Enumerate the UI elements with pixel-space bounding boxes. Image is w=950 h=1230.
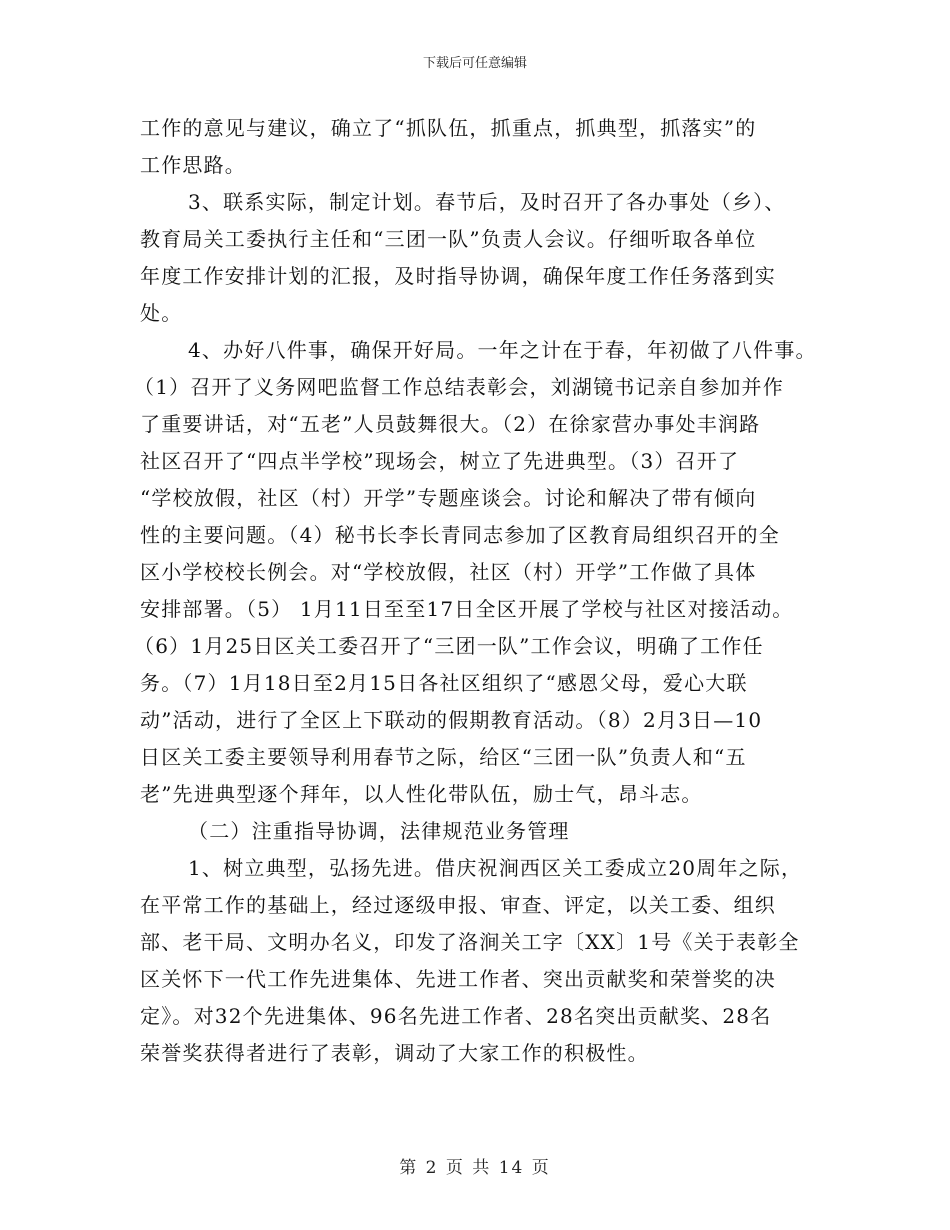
text-line: 工作的意见与建议，确立了“抓队伍，抓重点，抓典型，抓落实”的 [140,116,757,140]
text-line: 处。 [140,301,183,325]
text-line: 3、联系实际，制定计划。春节后，及时召开了各办事处（乡）、 [188,190,786,214]
text-line: “学校放假，社区（村）开学”专题座谈会。讨论和解决了带有倾向 [140,486,757,510]
text-line: 部、老干局、文明办名义，印发了洛涧关工字〔XX〕1号《关于表彰全 [140,930,800,954]
text-line: 动”活动，进行了全区上下联动的假期教育活动。（8）2月3日—10 [140,708,763,732]
text-line: 了重要讲话，对“五老”人员鼓舞很大。（2）在徐家营办事处丰润路 [140,412,761,436]
text-line: 教育局关工委执行主任和“三团一队”负责人会议。仔细听取各单位 [140,227,757,251]
text-line: 4、办好八件事，确保开好局。一年之计在于春，年初做了八件事。 [188,338,817,362]
text-line: 工作思路。 [140,153,246,177]
text-line: 性的主要问题。（4）秘书长李长青同志参加了区教育局组织召开的全 [140,523,780,547]
text-line: 务。（7）1月18日至2月15日各社区组织了“感恩父母，爱心大联 [140,671,748,695]
text-line: 年度工作安排计划的汇报，及时指导协调，确保年度工作任务落到实 [140,264,776,288]
text-line: 社区召开了“四点半学校”现场会，树立了先进典型。（3）召开了 [140,449,740,473]
text-line: 老”先进典型逐个拜年，以人性化带队伍，励士气，昂斗志。 [140,782,703,806]
text-line: （二）注重指导协调，法律规范业务管理 [188,819,570,843]
page-header: 下载后可任意编辑 [422,56,527,71]
text-line: （6）1月25日区关工委召开了“三团一队”工作会议，明确了工作任 [134,634,764,658]
page-footer: 第 2 页 共 14 页 [399,1158,551,1178]
text-line: 区小学校校长例会。对“学校放假，社区（村）开学”工作做了具体 [140,560,757,584]
text-line: 1、树立典型，弘扬先进。借庆祝涧西区关工委成立20周年之际， [188,856,803,880]
text-line: 荣誉奖获得者进行了表彰，调动了大家工作的积极性。 [140,1041,649,1065]
text-line: 日区关工委主要领导利用春节之际，给区“三团一队”负责人和“五 [140,745,747,769]
text-line: 定》。对32个先进集体、96名先进工作者、28名突出贡献奖、28名 [140,1004,772,1028]
text-line: （1）召开了义务网吧监督工作总结表彰会，刘湖镜书记亲自参加并作 [134,375,784,399]
text-line: 区关怀下一代工作先进集体、先进工作者、突出贡献奖和荣誉奖的决 [140,967,776,991]
text-line: 安排部署。（5） 1月11日至至17日全区开展了学校与社区对接活动。 [140,597,794,621]
text-line: 在平常工作的基础上，经过逐级申报、审查、评定，以关工委、组织 [140,893,776,917]
document-body [134,110,828,1072]
